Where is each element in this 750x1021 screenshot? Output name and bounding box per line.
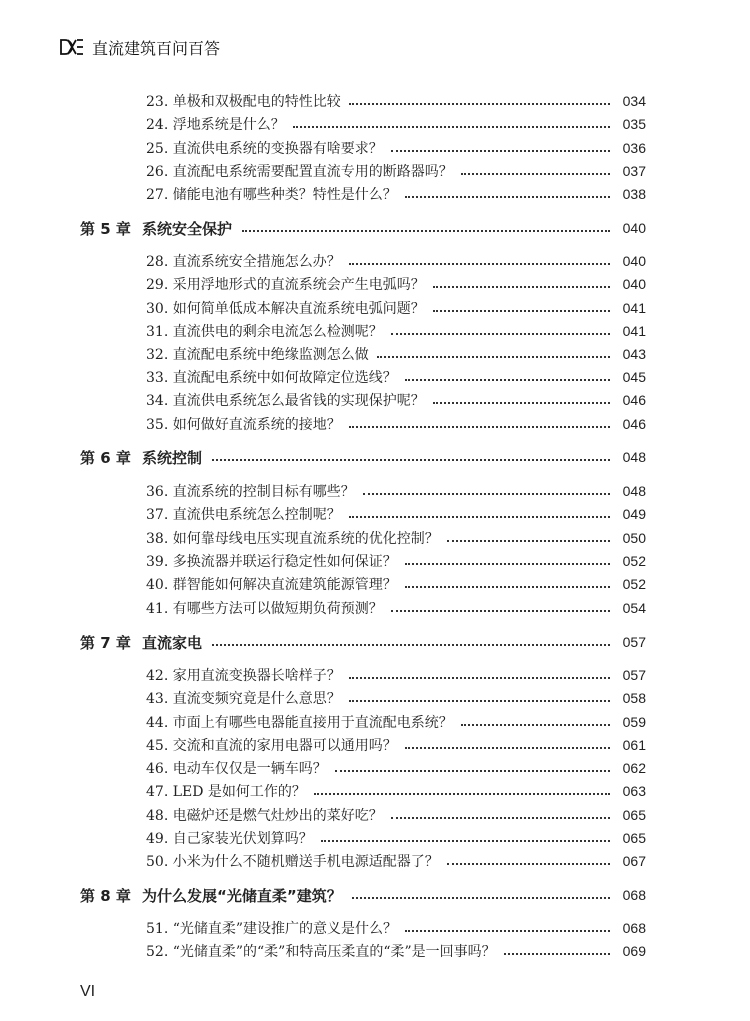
dot-leader — [349, 102, 610, 105]
dot-leader — [405, 195, 610, 198]
toc-item-row[interactable] — [146, 503, 646, 525]
dot-leader — [405, 378, 610, 381]
item-page: 052 — [622, 553, 646, 569]
chapter-title: 系统安全保护 — [142, 219, 233, 238]
item-page: 058 — [622, 690, 646, 706]
toc-item-row[interactable] — [146, 687, 646, 709]
toc-item-row[interactable] — [146, 527, 646, 549]
toc-item-row[interactable] — [146, 664, 646, 686]
dot-leader — [405, 585, 610, 588]
dot-leader — [447, 539, 610, 542]
item-page: 068 — [622, 920, 646, 936]
item-page: 059 — [622, 714, 646, 730]
toc-item-row[interactable] — [146, 343, 646, 365]
toc-item-row[interactable] — [146, 550, 646, 572]
item-page: 043 — [622, 346, 646, 362]
toc-chapter-row[interactable] — [80, 216, 646, 240]
dot-leader — [391, 149, 610, 152]
chapter-page: 057 — [622, 634, 646, 650]
item-title: 37. 直流供电系统怎么控制呢？ — [146, 507, 341, 523]
item-title: 31. 直流供电的剩余电流怎么检测呢？ — [146, 324, 383, 340]
item-title: 40. 群智能如何解决直流建筑能源管理？ — [146, 577, 397, 593]
dot-leader — [461, 172, 610, 175]
item-page: 050 — [622, 530, 646, 546]
item-title: 47. LED 是如何工作的？ — [146, 784, 306, 800]
running-header — [60, 36, 220, 58]
item-title: 33. 直流配电系统中如何故障定位选线？ — [146, 370, 397, 386]
dot-leader — [352, 896, 610, 899]
item-title: 52. “光储直柔”的“柔”和特高压柔直的“柔”是一回事吗？ — [146, 944, 496, 960]
toc-item-row[interactable] — [146, 90, 646, 112]
book-title: 直流建筑百问百答 — [92, 38, 221, 58]
item-page: 041 — [622, 323, 646, 339]
item-title: 42. 家用直流变换器长啥样子？ — [146, 668, 341, 684]
item-title: 46. 电动车仅仅是一辆车吗？ — [146, 761, 327, 777]
dot-leader — [447, 862, 610, 865]
item-title: 45. 交流和直流的家用电器可以通用吗？ — [146, 738, 397, 754]
item-title: 25. 直流供电系统的变换器有啥要求？ — [146, 141, 383, 157]
item-title: 36. 直流系统的控制目标有哪些？ — [146, 484, 355, 500]
item-title: 27. 储能电池有哪些种类？特性是什么？ — [146, 187, 397, 203]
chapter-number: 第 7 章 — [80, 633, 131, 652]
item-page: 069 — [622, 943, 646, 959]
item-page: 040 — [622, 276, 646, 292]
dot-leader — [405, 929, 610, 932]
dot-leader — [349, 699, 610, 702]
toc-item-row[interactable] — [146, 780, 646, 802]
dot-leader — [391, 816, 610, 819]
item-title: 43. 直流变频究竟是什么意思？ — [146, 691, 341, 707]
chapter-number: 第 8 章 — [80, 886, 131, 905]
item-page: 048 — [622, 483, 646, 499]
dot-leader — [363, 492, 610, 495]
item-page: 035 — [622, 116, 646, 132]
dot-leader — [405, 746, 610, 749]
toc-item-row[interactable] — [146, 320, 646, 342]
dot-leader — [433, 285, 610, 288]
item-title: 28. 直流系统安全措施怎么办？ — [146, 254, 341, 270]
toc-item-row[interactable] — [146, 389, 646, 411]
item-page: 054 — [622, 600, 646, 616]
dot-leader — [504, 952, 610, 955]
item-page: 034 — [622, 93, 646, 109]
item-page: 062 — [622, 760, 646, 776]
item-page: 036 — [622, 140, 646, 156]
toc-item-row[interactable] — [146, 480, 646, 502]
dot-leader — [242, 229, 610, 232]
dot-leader — [433, 401, 610, 404]
item-page: 063 — [622, 783, 646, 799]
toc-item-row[interactable] — [146, 734, 646, 756]
item-page: 061 — [622, 737, 646, 753]
chapter-title: 系统控制 — [142, 448, 203, 467]
item-title: 39. 多换流器并联运行稳定性如何保证？ — [146, 554, 397, 570]
item-title: 34. 直流供电系统怎么最省钱的实现保护呢？ — [146, 393, 425, 409]
item-page: 038 — [622, 186, 646, 202]
dot-leader — [212, 643, 610, 646]
dot-leader — [349, 425, 610, 428]
toc-item-row[interactable] — [146, 366, 646, 388]
item-page: 037 — [622, 163, 646, 179]
chapter-page: 068 — [622, 887, 646, 903]
toc-item-row[interactable] — [146, 250, 646, 272]
toc-item-row[interactable] — [146, 273, 646, 295]
toc-item-row[interactable] — [146, 137, 646, 159]
toc-item-row[interactable] — [146, 827, 646, 849]
dot-leader — [212, 458, 610, 461]
item-title: 29. 采用浮地形式的直流系统会产生电弧吗？ — [146, 277, 425, 293]
toc-item-row[interactable] — [146, 597, 646, 619]
toc-item-row[interactable] — [146, 711, 646, 733]
dot-leader — [391, 332, 610, 335]
item-page: 065 — [622, 807, 646, 823]
toc-item-row[interactable] — [146, 917, 646, 939]
item-page: 057 — [622, 667, 646, 683]
item-title: 38. 如何靠母线电压实现直流系统的优化控制？ — [146, 531, 439, 547]
dot-leader — [321, 839, 610, 842]
item-page: 067 — [622, 853, 646, 869]
dot-leader — [349, 262, 610, 265]
item-title: 24. 浮地系统是什么？ — [146, 117, 285, 133]
toc-item-row[interactable] — [146, 183, 646, 205]
chapter-page: 048 — [622, 449, 646, 465]
chapter-page: 040 — [622, 220, 646, 236]
toc-item-row[interactable] — [146, 113, 646, 135]
chapter-number: 第 5 章 — [80, 219, 131, 238]
toc-item-row[interactable] — [146, 804, 646, 826]
dot-leader — [314, 792, 610, 795]
chapter-title: 直流家电 — [142, 633, 203, 652]
item-page: 045 — [622, 369, 646, 385]
dot-leader — [391, 609, 610, 612]
item-title: 26. 直流配电系统需要配置直流专用的断路器吗？ — [146, 164, 453, 180]
chapter-number: 第 6 章 — [80, 448, 131, 467]
item-title: 50. 小米为什么不随机赠送手机电源适配器了？ — [146, 854, 439, 870]
toc-item-row[interactable] — [146, 297, 646, 319]
item-page: 046 — [622, 416, 646, 432]
toc-item-row[interactable] — [146, 573, 646, 595]
item-title: 30. 如何简单低成本解决直流系统电弧问题？ — [146, 301, 425, 317]
toc-item-row[interactable] — [146, 757, 646, 779]
dot-leader — [349, 515, 610, 518]
toc-chapter-row[interactable] — [80, 445, 646, 469]
item-page: 046 — [622, 392, 646, 408]
item-title: 51. “光储直柔”建设推广的意义是什么？ — [146, 921, 398, 937]
toc-item-row[interactable] — [146, 413, 646, 435]
item-page: 041 — [622, 300, 646, 316]
dot-leader — [293, 125, 610, 128]
dot-leader — [405, 562, 610, 565]
dot-leader — [335, 769, 610, 772]
toc-chapter-row[interactable] — [80, 883, 646, 907]
page-number: VI — [80, 983, 96, 1000]
toc-chapter-row[interactable] — [80, 630, 646, 654]
toc-item-row[interactable] — [146, 850, 646, 872]
item-title: 44. 市面上有哪些电器能直接用于直流配电系统？ — [146, 715, 453, 731]
dot-leader — [433, 309, 610, 312]
item-page: 049 — [622, 506, 646, 522]
item-page: 065 — [622, 830, 646, 846]
dot-leader — [461, 723, 610, 726]
chapter-title: 为什么发展“光储直柔”建筑？ — [142, 886, 342, 905]
item-title: 23. 单极和双极配电的特性比较 — [146, 94, 341, 110]
item-title: 48. 电磁炉还是燃气灶炒出的菜好吃？ — [146, 808, 383, 824]
item-title: 41. 有哪些方法可以做短期负荷预测？ — [146, 601, 383, 617]
item-page: 040 — [622, 253, 646, 269]
item-title: 35. 如何做好直流系统的接地？ — [146, 417, 341, 433]
item-page: 052 — [622, 576, 646, 592]
dot-leader — [349, 676, 610, 679]
toc-item-row[interactable] — [146, 160, 646, 182]
dot-leader — [377, 355, 610, 358]
book-series-logo-icon — [60, 39, 84, 55]
item-title: 49. 自己家装光伏划算吗？ — [146, 831, 313, 847]
toc-item-row[interactable] — [146, 940, 646, 962]
item-title: 32. 直流配电系统中绝缘监测怎么做 — [146, 347, 369, 363]
